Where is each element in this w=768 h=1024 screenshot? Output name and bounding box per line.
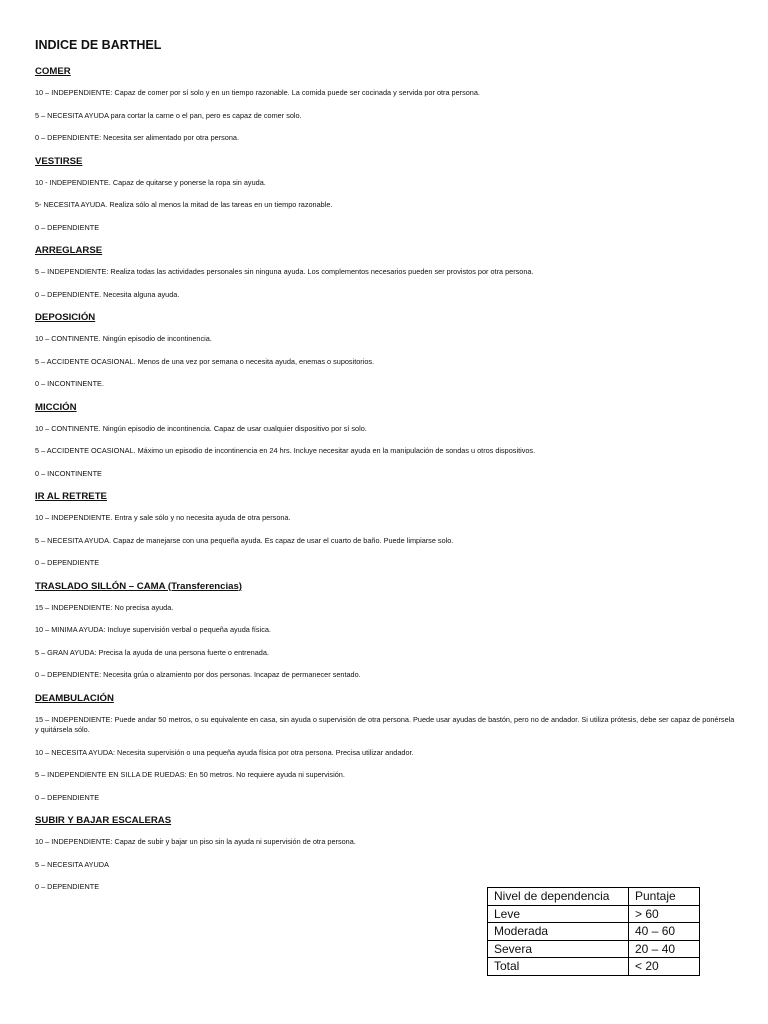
score-item: 0 – INCONTINENTE xyxy=(35,468,102,478)
section xyxy=(35,245,735,300)
section-heading: DEAMBULACIÓN xyxy=(35,692,114,704)
score-item: 0 – DEPENDIENTE: Necesita grúa o alzamiento por dos personas. Incapaz de permanecer sentado. xyxy=(35,670,361,679)
section xyxy=(35,491,735,569)
section-heading: DEPOSICIÓN xyxy=(35,312,96,323)
score-item: 5- NECESITA AYUDA. Realiza sólo al menos la mitad de las tareas en un tiempo razonable. xyxy=(35,200,333,209)
score-item: 5 – ACCIDENTE OCASIONAL. Menos de una vez por semana o necesita ayuda, enemas o supositorios. xyxy=(35,356,375,366)
score-item: 15 – INDEPENDIENTE: No precisa ayuda. xyxy=(35,602,174,612)
score-item: 10 – INDEPENDIENTE. Entra y sale sólo y no necesita ayuda de otra persona. xyxy=(35,513,291,522)
score-item: 10 – INDEPENDIENTE: Capaz de comer por sí solo y en un tiempo razonable. La comida puede ser cocinada y servida por otra persona. xyxy=(35,88,480,97)
score-item: 10 – CONTINENTE. Ningún episodio de incontinencia. Capaz de usar cualquier dispositivo por sí solo. xyxy=(35,423,367,433)
score-item: 10 – MINIMA AYUDA: Incluye supervisión verbal o pequeña ayuda física. xyxy=(35,625,271,634)
table-row xyxy=(488,958,700,976)
table-row xyxy=(488,940,700,958)
table-row xyxy=(488,923,700,941)
score-cell: < 20 xyxy=(629,958,700,976)
section xyxy=(35,815,735,893)
section-heading: IR AL RETRETE xyxy=(35,491,107,502)
table-header-cell: Nivel de dependencia xyxy=(488,888,629,906)
table-header-row xyxy=(488,888,700,906)
section-heading: COMER xyxy=(35,66,71,77)
sections xyxy=(35,66,735,893)
section xyxy=(35,156,735,234)
document xyxy=(35,38,735,905)
score-item: 10 – CONTINENTE. Ningún episodio de incontinencia. xyxy=(35,334,212,343)
score-item: 0 – DEPENDIENTE xyxy=(35,558,100,567)
score-item: 0 – DEPENDIENTE xyxy=(35,222,100,232)
score-item: 5 – NECESITA AYUDA xyxy=(35,859,109,869)
section xyxy=(35,693,735,804)
section-heading: ARREGLARSE xyxy=(35,245,103,256)
score-item: 5 – NECESITA AYUDA para cortar la carne o el pan, pero es capaz de comer solo. xyxy=(35,110,302,120)
score-item: 5 – INDEPENDIENTE: Realiza todas las actividades personales sin ninguna ayuda. Los complementos necesarios pueden ser provistos por otra persona. xyxy=(35,267,534,276)
score-item: 10 - INDEPENDIENTE. Capaz de quitarse y ponerse la ropa sin ayuda. xyxy=(35,177,266,187)
score-item: 0 – DEPENDIENTE xyxy=(35,882,100,891)
section xyxy=(35,66,735,144)
score-item: 5 – NECESITA AYUDA. Capaz de manejarse con una pequeña ayuda. Es capaz de usar el cuarto de baño. Puede limpiarse solo. xyxy=(35,535,454,545)
score-item: 0 – DEPENDIENTE: Necesita ser alimentado por otra persona. xyxy=(35,133,239,142)
score-item: 10 – INDEPENDIENTE: Capaz de subir y bajar un piso sin la ayuda ni supervisión de otra persona. xyxy=(35,837,356,846)
score-item: 15 – INDEPENDIENTE: Puede andar 50 metros, o su equivalente en casa, sin ayuda o supervisión de otra persona. Puede usar ayudas de bastón, pero no de andador. Si utiliza prótesis, debe ser capaz de ponérsela y quitársela sólo. xyxy=(35,714,735,734)
level-cell: Total xyxy=(488,958,629,976)
section-heading: SUBIR Y BAJAR ESCALERAS xyxy=(35,815,172,826)
score-cell: 40 – 60 xyxy=(629,923,700,941)
score-item: 5 – GRAN AYUDA: Precisa la ayuda de una persona fuerte o entrenada. xyxy=(35,647,269,657)
section-heading: MICCIÓN xyxy=(35,401,77,413)
level-cell: Moderada xyxy=(488,923,629,941)
level-cell: Leve xyxy=(488,905,629,923)
score-item: 0 – DEPENDIENTE xyxy=(35,792,100,802)
section-heading: TRASLADO SILLÓN – CAMA (Transferencias) xyxy=(35,580,243,592)
score-cell: 20 – 40 xyxy=(629,940,700,958)
section xyxy=(35,402,735,480)
score-item: 5 – ACCIDENTE OCASIONAL. Máximo un episodio de incontinencia en 24 hrs. Incluye necesitar ayuda en la manipulación de sondas u otros dispositivos. xyxy=(35,446,536,455)
score-item: 0 – INCONTINENTE. xyxy=(35,379,104,388)
section-heading: VESTIRSE xyxy=(35,155,83,167)
dependency-level-table xyxy=(487,887,700,976)
document-title: INDICE DE BARTHEL xyxy=(35,38,162,52)
section xyxy=(35,581,735,681)
score-cell: > 60 xyxy=(629,905,700,923)
table-header-cell: Puntaje xyxy=(629,888,700,906)
table-row xyxy=(488,905,700,923)
section xyxy=(35,312,735,390)
score-item: 5 – INDEPENDIENTE EN SILLA DE RUEDAS: En 50 metros. No requiere ayuda ni supervisión. xyxy=(35,770,345,779)
score-item: 0 – DEPENDIENTE. Necesita alguna ayuda. xyxy=(35,289,180,299)
level-cell: Severa xyxy=(488,940,629,958)
score-item: 10 – NECESITA AYUDA: Necesita supervisión o una pequeña ayuda física por otra persona. Precisa utilizar andador. xyxy=(35,747,414,757)
